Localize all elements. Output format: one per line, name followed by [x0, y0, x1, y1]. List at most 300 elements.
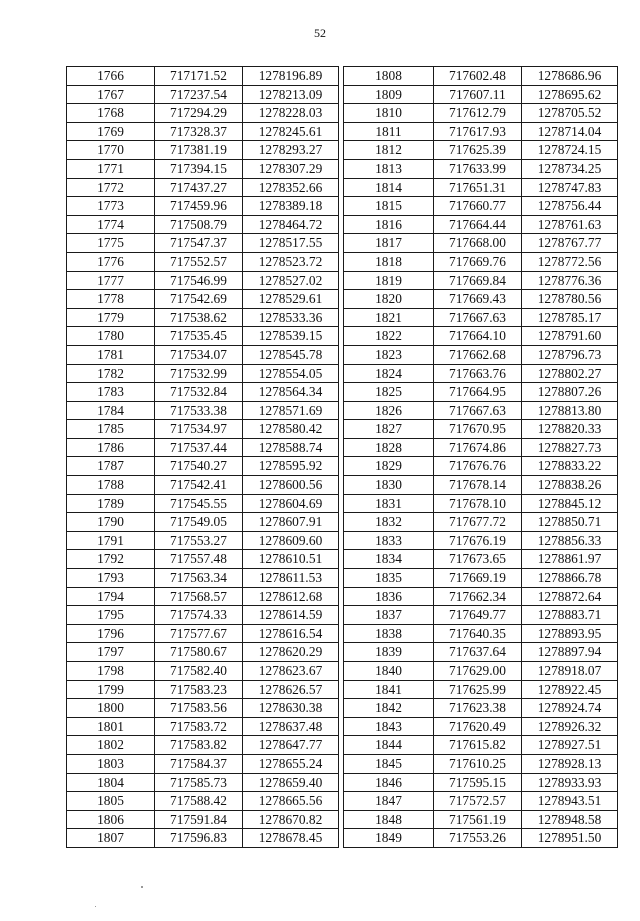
point-number-cell: 1792	[67, 550, 155, 569]
y-coordinate-cell: 1278761.63	[522, 215, 618, 234]
point-number-cell: 1800	[67, 699, 155, 718]
x-coordinate-cell: 717637.64	[434, 643, 522, 662]
x-coordinate-cell: 717563.34	[155, 569, 243, 588]
x-coordinate-cell: 717607.11	[434, 85, 522, 104]
y-coordinate-cell: 1278529.61	[243, 290, 339, 309]
point-number-cell: 1847	[344, 792, 434, 811]
x-coordinate-cell: 717670.95	[434, 420, 522, 439]
x-coordinate-cell: 717537.44	[155, 438, 243, 457]
table-row	[344, 587, 618, 606]
table-row	[344, 494, 618, 513]
table-row	[67, 829, 339, 848]
table-row	[67, 569, 339, 588]
point-number-cell: 1789	[67, 494, 155, 513]
table-row	[344, 736, 618, 755]
x-coordinate-cell: 717532.84	[155, 383, 243, 402]
y-coordinate-cell: 1278620.29	[243, 643, 339, 662]
y-coordinate-cell: 1278948.58	[522, 810, 618, 829]
x-coordinate-cell: 717535.45	[155, 327, 243, 346]
table-row	[67, 141, 339, 160]
y-coordinate-cell: 1278686.96	[522, 67, 618, 86]
y-coordinate-cell: 1278612.68	[243, 587, 339, 606]
y-coordinate-cell: 1278464.72	[243, 215, 339, 234]
table-row	[344, 383, 618, 402]
y-coordinate-cell: 1278827.73	[522, 438, 618, 457]
y-coordinate-cell: 1278245.61	[243, 122, 339, 141]
x-coordinate-cell: 717662.34	[434, 587, 522, 606]
point-number-cell: 1786	[67, 438, 155, 457]
point-number-cell: 1846	[344, 773, 434, 792]
table-row	[67, 662, 339, 681]
point-number-cell: 1836	[344, 587, 434, 606]
point-number-cell: 1774	[67, 215, 155, 234]
x-coordinate-cell: 717580.67	[155, 643, 243, 662]
table-row	[67, 290, 339, 309]
table-row	[67, 401, 339, 420]
x-coordinate-cell: 717596.83	[155, 829, 243, 848]
point-number-cell: 1768	[67, 104, 155, 123]
point-number-cell: 1798	[67, 662, 155, 681]
x-coordinate-cell: 717595.15	[434, 773, 522, 792]
point-number-cell: 1779	[67, 308, 155, 327]
y-coordinate-cell: 1278647.77	[243, 736, 339, 755]
table-row	[67, 364, 339, 383]
point-number-cell: 1782	[67, 364, 155, 383]
point-number-cell: 1830	[344, 476, 434, 495]
point-number-cell: 1824	[344, 364, 434, 383]
y-coordinate-cell: 1278820.33	[522, 420, 618, 439]
x-coordinate-cell: 717540.27	[155, 457, 243, 476]
point-number-cell: 1802	[67, 736, 155, 755]
y-coordinate-cell: 1278714.04	[522, 122, 618, 141]
point-number-cell: 1781	[67, 345, 155, 364]
table-row	[344, 680, 618, 699]
table-row	[67, 699, 339, 718]
point-number-cell: 1766	[67, 67, 155, 86]
x-coordinate-cell: 717668.00	[434, 234, 522, 253]
x-coordinate-cell: 717553.27	[155, 531, 243, 550]
point-number-cell: 1831	[344, 494, 434, 513]
y-coordinate-cell: 1278897.94	[522, 643, 618, 662]
point-number-cell: 1813	[344, 159, 434, 178]
x-coordinate-cell: 717577.67	[155, 624, 243, 643]
y-coordinate-cell: 1278861.97	[522, 550, 618, 569]
y-coordinate-cell: 1278833.22	[522, 457, 618, 476]
y-coordinate-cell: 1278776.36	[522, 271, 618, 290]
y-coordinate-cell: 1278951.50	[522, 829, 618, 848]
y-coordinate-cell: 1278539.15	[243, 327, 339, 346]
point-number-cell: 1816	[344, 215, 434, 234]
x-coordinate-cell: 717542.41	[155, 476, 243, 495]
table-row	[67, 810, 339, 829]
y-coordinate-cell: 1278943.51	[522, 792, 618, 811]
x-coordinate-cell: 717674.86	[434, 438, 522, 457]
point-number-cell: 1769	[67, 122, 155, 141]
point-number-cell: 1848	[344, 810, 434, 829]
point-number-cell: 1778	[67, 290, 155, 309]
point-number-cell: 1795	[67, 606, 155, 625]
point-number-cell: 1839	[344, 643, 434, 662]
point-number-cell: 1826	[344, 401, 434, 420]
point-number-cell: 1823	[344, 345, 434, 364]
x-coordinate-cell: 717552.57	[155, 252, 243, 271]
table-row	[344, 104, 618, 123]
point-number-cell: 1772	[67, 178, 155, 197]
coordinates-table-right-body	[344, 67, 618, 848]
x-coordinate-cell: 717584.37	[155, 754, 243, 773]
table-row	[344, 122, 618, 141]
y-coordinate-cell: 1278293.27	[243, 141, 339, 160]
point-number-cell: 1819	[344, 271, 434, 290]
point-number-cell: 1845	[344, 754, 434, 773]
point-number-cell: 1771	[67, 159, 155, 178]
table-row	[344, 141, 618, 160]
point-number-cell: 1842	[344, 699, 434, 718]
x-coordinate-cell: 717667.63	[434, 401, 522, 420]
table-row	[67, 215, 339, 234]
x-coordinate-cell: 717549.05	[155, 513, 243, 532]
x-coordinate-cell: 717437.27	[155, 178, 243, 197]
point-number-cell: 1808	[344, 67, 434, 86]
x-coordinate-cell: 717588.42	[155, 792, 243, 811]
table-row	[344, 457, 618, 476]
x-coordinate-cell: 717651.31	[434, 178, 522, 197]
point-number-cell: 1812	[344, 141, 434, 160]
y-coordinate-cell: 1278609.60	[243, 531, 339, 550]
point-number-cell: 1806	[67, 810, 155, 829]
table-row	[67, 345, 339, 364]
point-number-cell: 1827	[344, 420, 434, 439]
y-coordinate-cell: 1278866.78	[522, 569, 618, 588]
table-row	[344, 290, 618, 309]
table-row	[344, 792, 618, 811]
table-row	[344, 234, 618, 253]
table-row	[67, 457, 339, 476]
point-number-cell: 1780	[67, 327, 155, 346]
x-coordinate-cell: 717676.76	[434, 457, 522, 476]
point-number-cell: 1840	[344, 662, 434, 681]
x-coordinate-cell: 717633.99	[434, 159, 522, 178]
table-row	[67, 550, 339, 569]
table-row	[67, 383, 339, 402]
x-coordinate-cell: 717553.26	[434, 829, 522, 848]
x-coordinate-cell: 717583.23	[155, 680, 243, 699]
table-row	[67, 680, 339, 699]
point-number-cell: 1783	[67, 383, 155, 402]
y-coordinate-cell: 1278883.71	[522, 606, 618, 625]
y-coordinate-cell: 1278533.36	[243, 308, 339, 327]
y-coordinate-cell: 1278813.80	[522, 401, 618, 420]
x-coordinate-cell: 717610.25	[434, 754, 522, 773]
table-row	[67, 513, 339, 532]
table-row	[67, 159, 339, 178]
x-coordinate-cell: 717532.99	[155, 364, 243, 383]
x-coordinate-cell: 717583.82	[155, 736, 243, 755]
y-coordinate-cell: 1278670.82	[243, 810, 339, 829]
scan-speck	[141, 886, 143, 888]
y-coordinate-cell: 1278772.56	[522, 252, 618, 271]
y-coordinate-cell: 1278637.48	[243, 717, 339, 736]
table-row	[344, 159, 618, 178]
x-coordinate-cell: 717662.68	[434, 345, 522, 364]
table-row	[344, 513, 618, 532]
point-number-cell: 1843	[344, 717, 434, 736]
x-coordinate-cell: 717669.84	[434, 271, 522, 290]
y-coordinate-cell: 1278623.67	[243, 662, 339, 681]
x-coordinate-cell: 717542.69	[155, 290, 243, 309]
point-number-cell: 1801	[67, 717, 155, 736]
point-number-cell: 1794	[67, 587, 155, 606]
table-row	[67, 104, 339, 123]
table-row	[67, 587, 339, 606]
table-row	[344, 643, 618, 662]
point-number-cell: 1796	[67, 624, 155, 643]
point-number-cell: 1815	[344, 197, 434, 216]
y-coordinate-cell: 1278747.83	[522, 178, 618, 197]
point-number-cell: 1767	[67, 85, 155, 104]
y-coordinate-cell: 1278705.52	[522, 104, 618, 123]
x-coordinate-cell: 717561.19	[434, 810, 522, 829]
x-coordinate-cell: 717625.39	[434, 141, 522, 160]
y-coordinate-cell: 1278630.38	[243, 699, 339, 718]
x-coordinate-cell: 717574.33	[155, 606, 243, 625]
y-coordinate-cell: 1278918.07	[522, 662, 618, 681]
point-number-cell: 1844	[344, 736, 434, 755]
y-coordinate-cell: 1278600.56	[243, 476, 339, 495]
x-coordinate-cell: 717394.15	[155, 159, 243, 178]
point-number-cell: 1809	[344, 85, 434, 104]
x-coordinate-cell: 717649.77	[434, 606, 522, 625]
coordinates-table-right	[343, 66, 618, 848]
point-number-cell: 1775	[67, 234, 155, 253]
table-row	[344, 438, 618, 457]
y-coordinate-cell: 1278850.71	[522, 513, 618, 532]
point-number-cell: 1818	[344, 252, 434, 271]
y-coordinate-cell: 1278767.77	[522, 234, 618, 253]
x-coordinate-cell: 717534.07	[155, 345, 243, 364]
point-number-cell: 1828	[344, 438, 434, 457]
table-row	[344, 699, 618, 718]
table-row	[67, 531, 339, 550]
y-coordinate-cell: 1278734.25	[522, 159, 618, 178]
y-coordinate-cell: 1278922.45	[522, 680, 618, 699]
y-coordinate-cell: 1278780.56	[522, 290, 618, 309]
point-number-cell: 1784	[67, 401, 155, 420]
table-row	[67, 717, 339, 736]
y-coordinate-cell: 1278791.60	[522, 327, 618, 346]
table-row	[67, 178, 339, 197]
x-coordinate-cell: 717568.57	[155, 587, 243, 606]
point-number-cell: 1849	[344, 829, 434, 848]
x-coordinate-cell: 717667.63	[434, 308, 522, 327]
table-row	[67, 67, 339, 86]
y-coordinate-cell: 1278933.93	[522, 773, 618, 792]
x-coordinate-cell: 717664.10	[434, 327, 522, 346]
table-row	[67, 122, 339, 141]
point-number-cell: 1777	[67, 271, 155, 290]
table-row	[344, 569, 618, 588]
table-row	[67, 438, 339, 457]
y-coordinate-cell: 1278665.56	[243, 792, 339, 811]
x-coordinate-cell: 717459.96	[155, 197, 243, 216]
coordinates-table-left-body	[67, 67, 339, 848]
point-number-cell: 1814	[344, 178, 434, 197]
point-number-cell: 1790	[67, 513, 155, 532]
table-row	[344, 401, 618, 420]
table-row	[344, 810, 618, 829]
table-row	[67, 271, 339, 290]
point-number-cell: 1785	[67, 420, 155, 439]
x-coordinate-cell: 717572.57	[434, 792, 522, 811]
point-number-cell: 1811	[344, 122, 434, 141]
x-coordinate-cell: 717629.00	[434, 662, 522, 681]
point-number-cell: 1799	[67, 680, 155, 699]
x-coordinate-cell: 717623.38	[434, 699, 522, 718]
point-number-cell: 1787	[67, 457, 155, 476]
table-row	[344, 197, 618, 216]
y-coordinate-cell: 1278856.33	[522, 531, 618, 550]
point-number-cell: 1838	[344, 624, 434, 643]
table-row	[67, 773, 339, 792]
point-number-cell: 1807	[67, 829, 155, 848]
point-number-cell: 1822	[344, 327, 434, 346]
point-number-cell: 1837	[344, 606, 434, 625]
y-coordinate-cell: 1278527.02	[243, 271, 339, 290]
point-number-cell: 1829	[344, 457, 434, 476]
x-coordinate-cell: 717545.55	[155, 494, 243, 513]
x-coordinate-cell: 717534.97	[155, 420, 243, 439]
x-coordinate-cell: 717669.19	[434, 569, 522, 588]
y-coordinate-cell: 1278588.74	[243, 438, 339, 457]
table-row	[344, 215, 618, 234]
y-coordinate-cell: 1278807.26	[522, 383, 618, 402]
x-coordinate-cell: 717640.35	[434, 624, 522, 643]
x-coordinate-cell: 717582.40	[155, 662, 243, 681]
table-row	[344, 308, 618, 327]
table-row	[67, 327, 339, 346]
point-number-cell: 1797	[67, 643, 155, 662]
table-row	[344, 420, 618, 439]
point-number-cell: 1773	[67, 197, 155, 216]
x-coordinate-cell: 717673.65	[434, 550, 522, 569]
x-coordinate-cell: 717381.19	[155, 141, 243, 160]
y-coordinate-cell: 1278580.42	[243, 420, 339, 439]
x-coordinate-cell: 717664.95	[434, 383, 522, 402]
table-row	[344, 624, 618, 643]
y-coordinate-cell: 1278678.45	[243, 829, 339, 848]
x-coordinate-cell: 717328.37	[155, 122, 243, 141]
x-coordinate-cell: 717677.72	[434, 513, 522, 532]
coordinates-table-left	[66, 66, 339, 848]
point-number-cell: 1834	[344, 550, 434, 569]
x-coordinate-cell: 717583.72	[155, 717, 243, 736]
y-coordinate-cell: 1278604.69	[243, 494, 339, 513]
y-coordinate-cell: 1278626.57	[243, 680, 339, 699]
table-row	[344, 178, 618, 197]
point-number-cell: 1793	[67, 569, 155, 588]
table-row	[344, 67, 618, 86]
y-coordinate-cell: 1278545.78	[243, 345, 339, 364]
y-coordinate-cell: 1278611.53	[243, 569, 339, 588]
x-coordinate-cell: 717612.79	[434, 104, 522, 123]
point-number-cell: 1835	[344, 569, 434, 588]
table-row	[344, 754, 618, 773]
table-row	[67, 792, 339, 811]
x-coordinate-cell: 717538.62	[155, 308, 243, 327]
point-number-cell: 1788	[67, 476, 155, 495]
table-row	[344, 531, 618, 550]
x-coordinate-cell: 717533.38	[155, 401, 243, 420]
point-number-cell: 1804	[67, 773, 155, 792]
table-row	[67, 494, 339, 513]
y-coordinate-cell: 1278796.73	[522, 345, 618, 364]
table-row	[67, 624, 339, 643]
point-number-cell: 1825	[344, 383, 434, 402]
y-coordinate-cell: 1278785.17	[522, 308, 618, 327]
point-number-cell: 1820	[344, 290, 434, 309]
y-coordinate-cell: 1278893.95	[522, 624, 618, 643]
x-coordinate-cell: 717547.37	[155, 234, 243, 253]
x-coordinate-cell: 717583.56	[155, 699, 243, 718]
y-coordinate-cell: 1278517.55	[243, 234, 339, 253]
x-coordinate-cell: 717669.76	[434, 252, 522, 271]
scan-speck	[95, 906, 96, 907]
y-coordinate-cell: 1278616.54	[243, 624, 339, 643]
table-row	[344, 271, 618, 290]
point-number-cell: 1841	[344, 680, 434, 699]
y-coordinate-cell: 1278389.18	[243, 197, 339, 216]
table-row	[344, 364, 618, 383]
table-row	[344, 345, 618, 364]
table-row	[344, 606, 618, 625]
table-row	[344, 829, 618, 848]
table-row	[67, 420, 339, 439]
point-number-cell: 1776	[67, 252, 155, 271]
table-row	[344, 252, 618, 271]
y-coordinate-cell: 1278845.12	[522, 494, 618, 513]
y-coordinate-cell: 1278196.89	[243, 67, 339, 86]
x-coordinate-cell: 717591.84	[155, 810, 243, 829]
y-coordinate-cell: 1278564.34	[243, 383, 339, 402]
y-coordinate-cell: 1278802.27	[522, 364, 618, 383]
y-coordinate-cell: 1278924.74	[522, 699, 618, 718]
y-coordinate-cell: 1278213.09	[243, 85, 339, 104]
point-number-cell: 1821	[344, 308, 434, 327]
x-coordinate-cell: 717171.52	[155, 67, 243, 86]
point-number-cell: 1770	[67, 141, 155, 160]
y-coordinate-cell: 1278571.69	[243, 401, 339, 420]
x-coordinate-cell: 717620.49	[434, 717, 522, 736]
point-number-cell: 1805	[67, 792, 155, 811]
y-coordinate-cell: 1278838.26	[522, 476, 618, 495]
point-number-cell: 1803	[67, 754, 155, 773]
table-row	[344, 85, 618, 104]
y-coordinate-cell: 1278724.15	[522, 141, 618, 160]
point-number-cell: 1817	[344, 234, 434, 253]
y-coordinate-cell: 1278928.13	[522, 754, 618, 773]
x-coordinate-cell: 717585.73	[155, 773, 243, 792]
point-number-cell: 1810	[344, 104, 434, 123]
table-row	[67, 606, 339, 625]
point-number-cell: 1791	[67, 531, 155, 550]
y-coordinate-cell: 1278595.92	[243, 457, 339, 476]
table-row	[67, 252, 339, 271]
y-coordinate-cell: 1278352.66	[243, 178, 339, 197]
y-coordinate-cell: 1278926.32	[522, 717, 618, 736]
x-coordinate-cell: 717676.19	[434, 531, 522, 550]
page-number: 52	[314, 26, 326, 40]
y-coordinate-cell: 1278655.24	[243, 754, 339, 773]
